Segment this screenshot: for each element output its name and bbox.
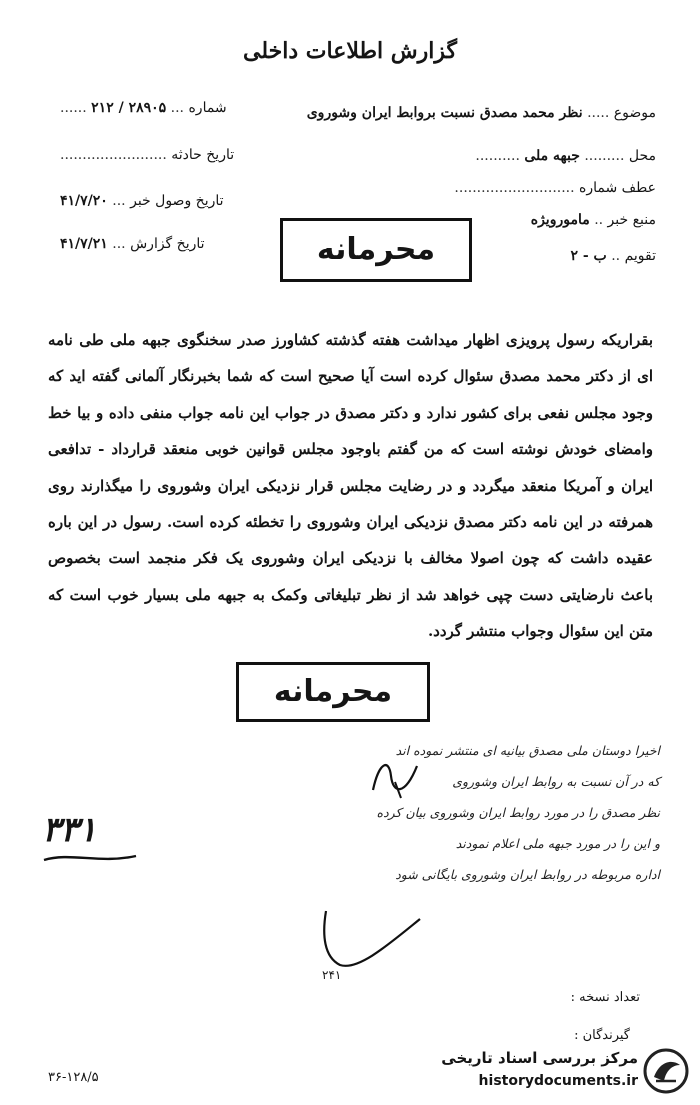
handwritten-line: که در آن نسبت به روابط ایران وشوروی [452, 774, 660, 789]
place-value: جبهه ملی [524, 148, 580, 164]
archive-logo-icon [642, 1047, 690, 1095]
subject-value: نظر محمد مصدق نسبت بروابط ایران وشوروی [306, 105, 583, 121]
watermark-url: historydocuments.ir [478, 1073, 638, 1089]
number-field: شماره ... ۲۸۹۰۵ / ۲۱۲ ...... [60, 100, 227, 116]
copies-count-label: تعداد نسخه : [570, 990, 640, 1005]
ref-label: عطف شماره [579, 180, 656, 196]
place-field: محل ......... جبهه ملی .......... [475, 148, 656, 164]
confidential-stamp-top: محرمانه [280, 218, 472, 282]
handwritten-line: و این را در مورد جبهه ملی اعلام نمودند [455, 836, 660, 851]
number-label: شماره [188, 100, 227, 116]
receive-date-value: ۴۱/۷/۲۰ [60, 193, 108, 209]
source-label: منبع خبر [607, 212, 656, 228]
event-date-field: تاریخ حادثه ........................ [60, 147, 235, 163]
source-field: منبع خبر .. مامورویژه [530, 212, 656, 228]
receive-date-label: تاریخ وصول خبر [130, 193, 224, 209]
margin-handwritten-number: ۳۳۱ [42, 810, 97, 850]
subject-label: موضوع [613, 105, 656, 121]
handwritten-line: نظر مصدق را در مورد روابط ایران وشوروی بیان کرده [376, 805, 660, 820]
report-title: گزارش اطلاعات داخلی [243, 38, 457, 64]
recipients-label: گیرندگان : [574, 1028, 630, 1043]
document-reference-number: ۳۶-۱۲۸/۵ [48, 1070, 99, 1085]
watermark-persian-text: مرکز بررسی اسناد تاریخی [441, 1049, 638, 1067]
handwritten-line: اخیرا دوستان ملی مصدق بیانیه ای منتشر نموده اند [395, 743, 660, 758]
handwritten-line: اداره مربوطه در روابط ایران وشوروی بایگانی شود [395, 867, 660, 882]
receive-date-field: تاریخ وصول خبر ... ۴۱/۷/۲۰ [60, 193, 224, 209]
rating-label: تقویم [624, 248, 656, 264]
report-date-field: تاریخ گزارش ... ۴۱/۷/۲۱ [60, 236, 205, 252]
handwritten-notes [300, 735, 660, 890]
ref-field: عطف شماره ........................... [454, 180, 656, 196]
subject-field: موضوع ..... نظر محمد مصدق نسبت بروابط ایران وشوروی [306, 105, 656, 121]
initials-signature [365, 752, 425, 802]
archive-watermark [420, 1045, 690, 1097]
signature-flourish [318, 905, 428, 975]
report-date-label: تاریخ گزارش [130, 236, 205, 252]
report-date-value: ۴۱/۷/۲۱ [60, 236, 108, 252]
signature-number: ۲۴۱ [322, 968, 342, 982]
report-body: بقراریکه رسول پرویزی اظهار میداشت هفته گذشته کشاورز صدر سخنگوی جبهه ملی طی نامه ای از دکتر محمد مصدق سئوال کرده است آیا صحیح است که شما بخبرنگار آلمانی گفته اید که وجود مجلس نفعی برای کشور ندارد و دکتر مصدق در جواب این نامه جواب منفی داده و بیا خط وامضای خودش نوشته است که من گفتم باوجود مجلس قوانین خوبی منعقد قرارداد - تدافعی ایران و آمریکا منعقد میگردد و در رضایت مجلس قرار نزدیکی ایران وشوروی را میگذارند روی همرفته در این نامه دکتر مصدق نزدیکی ایران وشوروی را تخطئه کرده است. رسول در این باره عقیده داشت که چون اصولا مخالف با نزدیکی ایران وشوروی یک فکر منجمد است بخصوص باعث نارضایتی دست چپی خواهد شد از نظر تبلیغاتی وکمک به جبهه ملی بسیار خوب است که متن این سئوال وجواب منتشر گردد. [48, 331, 653, 641]
margin-underline [40, 850, 140, 870]
place-label: محل [628, 148, 656, 164]
rating-field: تقویم .. ب - ۲ [570, 248, 656, 264]
confidential-stamp-middle: محرمانه [236, 662, 430, 722]
event-date-label: تاریخ حادثه [171, 147, 235, 163]
number-value: ۲۸۹۰۵ / ۲۱۲ [91, 100, 167, 116]
rating-value: ب - ۲ [570, 248, 607, 264]
source-value: مامورویژه [530, 212, 590, 228]
